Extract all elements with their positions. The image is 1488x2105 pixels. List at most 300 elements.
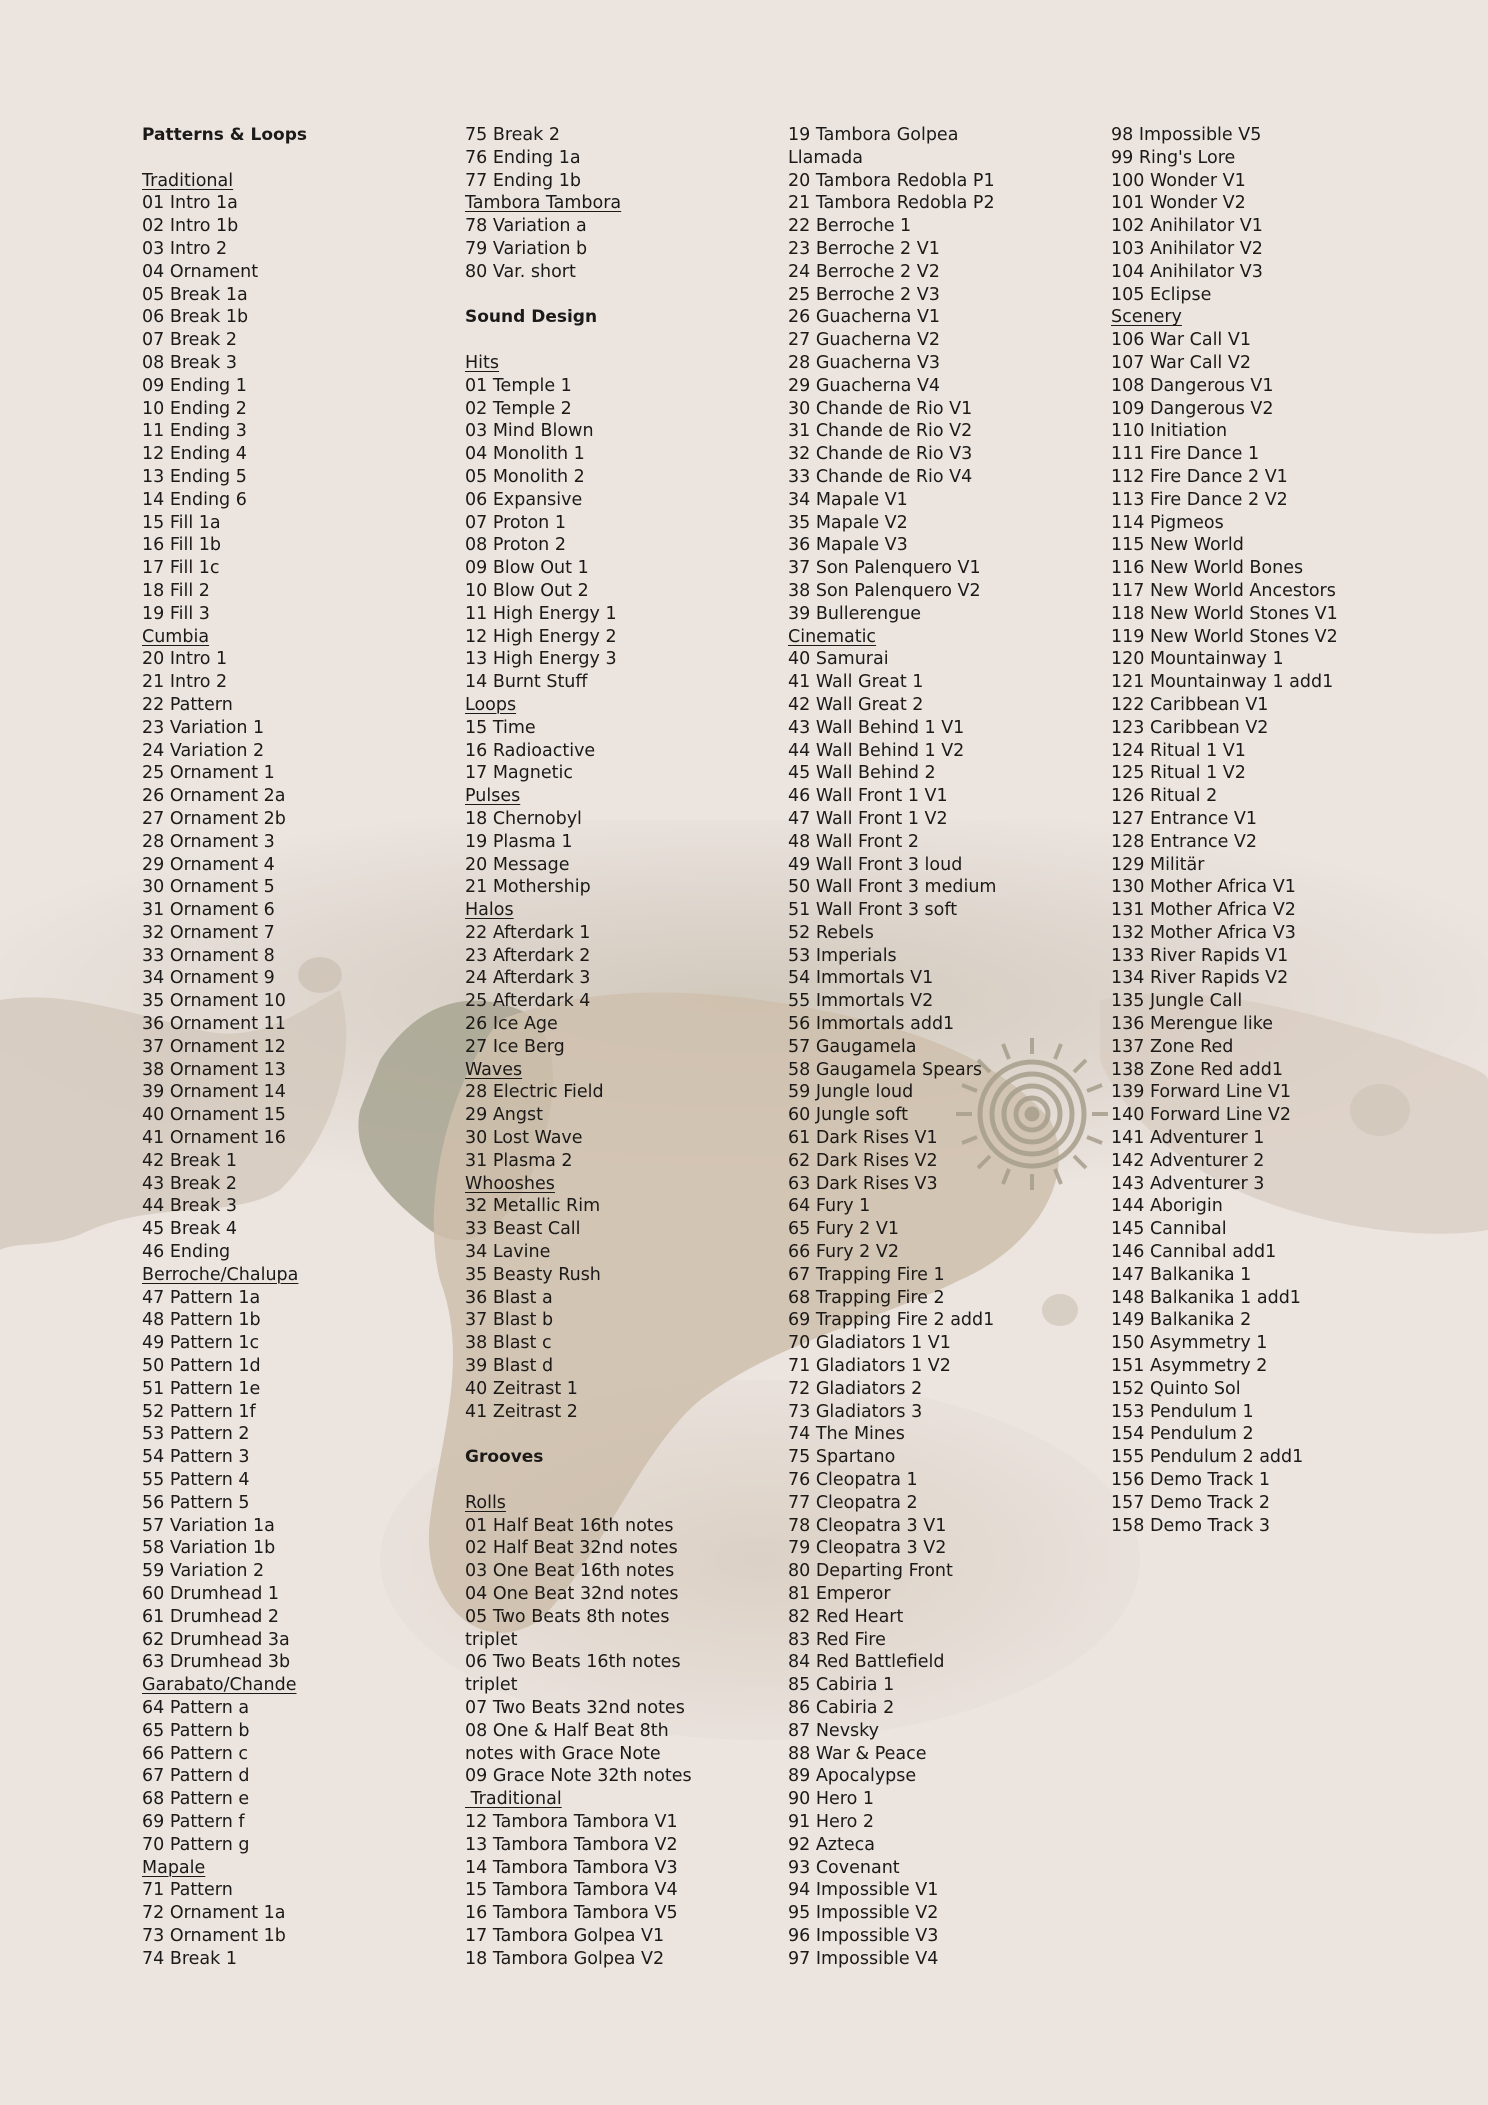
list-item: 62 Dark Rises V2 [788,1150,938,1171]
list-item: 61 Dark Rises V1 [788,1128,938,1149]
list-item: 75 Break 2 [465,125,560,145]
list-item: 06 Break 1b [142,307,249,328]
list-item: 56 Immortals add1 [788,1014,955,1035]
list-item: 46 Ending [142,1242,231,1263]
column-1 [142,124,462,1971]
list-item: 132 Mother Africa V3 [1111,922,1296,943]
list-item: 24 Variation 2 [142,740,265,761]
list-item: 100 Wonder V1 [1111,170,1246,191]
list-item: 36 Ornament 11 [142,1014,286,1035]
list-item: 95 Impossible V2 [788,1903,939,1924]
list-item: 08 Proton 2 [465,535,566,556]
list-item: 87 Nevsky [788,1720,880,1741]
list-item: 111 Fire Dance 1 [1111,444,1260,465]
list-item: 35 Mapale V2 [788,512,908,533]
list-item: 14 Burnt Stuff [465,672,588,693]
list-item: 64 Pattern a [142,1697,250,1718]
list-item: 66 Fury 2 V2 [788,1242,899,1263]
list-item: 45 Break 4 [142,1219,237,1240]
list-item: 118 New World Stones V1 [1111,603,1338,624]
list-item: 154 Pendulum 2 [1111,1424,1254,1445]
category-heading: Scenery [1111,307,1182,328]
list-item: 07 Proton 1 [465,512,566,533]
list-item: 113 Fire Dance 2 V2 [1111,489,1288,510]
list-item: 67 Pattern d [142,1766,250,1787]
list-item: 153 Pendulum 1 [1111,1401,1254,1422]
list-item: 103 Anihilator V2 [1111,238,1263,259]
list-item: Llamada [788,147,863,168]
list-item: 89 Apocalypse [788,1766,917,1787]
category-heading: Halos [465,900,514,921]
list-item: 152 Quinto Sol [1111,1378,1241,1399]
list-item: 110 Initiation [1111,421,1228,442]
list-item: 36 Blast a [465,1287,553,1308]
list-item: 74 The Mines [788,1424,905,1445]
list-item: 57 Gaugamela [788,1036,917,1057]
list-item: 60 Drumhead 1 [142,1584,280,1604]
list-item: 23 Afterdark 2 [465,945,591,966]
list-item: 38 Son Palenquero V2 [788,580,981,601]
list-item: 08 Break 3 [142,352,237,373]
list-item: 31 Chande de Rio V2 [788,421,973,442]
list-item: 81 Emperor [788,1584,891,1604]
list-item: 19 Tambora Golpea [788,125,959,145]
list-item: 27 Ice Berg [465,1036,565,1057]
list-item: 33 Chande de Rio V4 [788,466,973,487]
list-item: 29 Ornament 4 [142,854,275,875]
list-item: 64 Fury 1 [788,1196,871,1217]
list-item: 104 Anihilator V3 [1111,261,1263,282]
column-2 [465,124,785,1971]
list-item: 43 Wall Behind 1 V1 [788,717,965,738]
list-item: 49 Pattern 1c [142,1333,260,1354]
list-item: 140 Forward Line V2 [1111,1105,1292,1126]
list-item: 70 Gladiators 1 V1 [788,1333,951,1354]
list-item: 93 Covenant [788,1857,900,1878]
list-item: 28 Ornament 3 [142,831,275,852]
list-item: 98 Impossible V5 [1111,125,1262,145]
list-item: 88 War & Peace [788,1743,927,1764]
list-item: 130 Mother Africa V1 [1111,877,1296,898]
list-item: 10 Ending 2 [142,398,247,419]
list-item: 34 Mapale V1 [788,489,908,510]
list-item: 02 Intro 1b [142,216,239,237]
list-item: 23 Variation 1 [142,717,265,738]
list-item: 42 Break 1 [142,1150,237,1171]
category-heading: Garabato/Chande [142,1675,297,1696]
list-item: 03 Intro 2 [142,238,228,259]
list-item: 149 Balkanika 2 [1111,1310,1252,1331]
list-item: 73 Ornament 1b [142,1925,286,1946]
list-item: 80 Var. short [465,261,576,282]
list-item: 78 Cleopatra 3 V1 [788,1515,947,1536]
list-item: 145 Cannibal [1111,1219,1227,1240]
list-item: 85 Cabiria 1 [788,1675,895,1696]
list-item: 50 Wall Front 3 medium [788,877,997,898]
list-item: 73 Gladiators 3 [788,1401,923,1422]
list-item: 121 Mountainway 1 add1 [1111,672,1334,693]
list-item: 76 Ending 1a [465,147,581,168]
list-item: 58 Gaugamela Spears [788,1059,983,1080]
list-item: 97 Impossible V4 [788,1948,939,1969]
list-item: 60 Jungle soft [788,1105,909,1126]
spacer [465,1423,785,1446]
list-item: 65 Fury 2 V1 [788,1219,899,1240]
list-item: 94 Impossible V1 [788,1880,939,1901]
list-item: 148 Balkanika 1 add1 [1111,1287,1301,1308]
list-item: 68 Trapping Fire 2 [788,1287,945,1308]
list-item: 42 Wall Great 2 [788,694,924,715]
list-item: 142 Adventurer 2 [1111,1150,1265,1171]
list-item: 02 Half Beat 32nd notes [465,1538,678,1559]
list-item: 15 Time [465,717,536,738]
list-item: 14 Ending 6 [142,489,247,510]
category-heading: Traditional [142,170,234,191]
list-item: 74 Break 1 [142,1948,237,1969]
section-heading: Patterns & Loops [142,125,308,145]
category-heading: Traditional [465,1789,562,1810]
list-item: 102 Anihilator V1 [1111,216,1263,237]
list-item: 29 Angst [465,1105,543,1126]
list-item: 91 Hero 2 [788,1811,874,1832]
list-item: 158 Demo Track 3 [1111,1515,1271,1536]
list-item: 101 Wonder V2 [1111,193,1246,214]
list-item: 17 Magnetic [465,763,573,784]
list-item: 79 Variation b [465,238,588,259]
list-item: 21 Intro 2 [142,672,228,693]
list-item: 141 Adventurer 1 [1111,1128,1265,1149]
list-item: 66 Pattern c [142,1743,248,1764]
list-item: 122 Caribbean V1 [1111,694,1269,715]
list-item: 31 Ornament 6 [142,900,275,921]
list-item: 12 High Energy 2 [465,626,617,647]
list-item: 131 Mother Africa V2 [1111,900,1296,921]
list-item: 46 Wall Front 1 V1 [788,786,948,807]
category-heading: Loops [465,694,517,715]
list-item: 39 Blast d [465,1356,554,1377]
list-item: 120 Mountainway 1 [1111,649,1284,670]
list-item: 72 Gladiators 2 [788,1378,923,1399]
category-heading: Pulses [465,786,521,807]
list-item: 41 Zeitrast 2 [465,1401,578,1422]
list-item: 24 Berroche 2 V2 [788,261,940,282]
list-item: 30 Ornament 5 [142,877,275,898]
list-item: 06 Expansive [465,489,583,510]
column-3 [788,124,1108,1971]
list-item: triplet [465,1629,518,1650]
list-item: 105 Eclipse [1111,284,1212,305]
category-heading: Hits [465,352,500,373]
list-item: 50 Pattern 1d [142,1356,261,1377]
list-item: 20 Tambora Redobla P1 [788,170,995,191]
list-item: 44 Wall Behind 1 V2 [788,740,965,761]
list-item: 99 Ring's Lore [1111,147,1236,168]
list-item: 106 War Call V1 [1111,330,1251,351]
list-item: 03 Mind Blown [465,421,594,442]
list-item: 59 Variation 2 [142,1561,265,1582]
list-item: 32 Chande de Rio V3 [788,444,973,465]
list-item: 128 Entrance V2 [1111,831,1258,852]
list-item: 21 Tambora Redobla P2 [788,193,995,214]
list-item: 127 Entrance V1 [1111,808,1258,829]
list-item: 27 Guacherna V2 [788,330,941,351]
list-item: 13 Ending 5 [142,466,247,487]
list-item: 65 Pattern b [142,1720,250,1741]
list-item: 22 Berroche 1 [788,216,912,237]
list-item: 25 Ornament 1 [142,763,275,784]
list-item: 33 Ornament 8 [142,945,275,966]
list-item: 54 Immortals V1 [788,968,934,989]
list-item: 112 Fire Dance 2 V1 [1111,466,1288,487]
list-item: 57 Variation 1a [142,1515,275,1536]
list-item: 15 Fill 1a [142,512,221,533]
list-item: 69 Trapping Fire 2 add1 [788,1310,995,1331]
category-heading: Mapale [142,1857,206,1878]
list-item: 70 Pattern g [142,1834,250,1855]
list-item: 63 Dark Rises V3 [788,1173,938,1194]
list-item: 12 Tambora Tambora V1 [465,1811,678,1832]
list-item: 24 Afterdark 3 [465,968,591,989]
list-item: 17 Fill 1c [142,558,220,579]
list-item: 137 Zone Red [1111,1036,1234,1057]
list-item: 26 Guacherna V1 [788,307,941,328]
list-item: 75 Spartano [788,1447,896,1468]
list-item: 41 Ornament 16 [142,1128,286,1149]
list-item: 63 Drumhead 3b [142,1652,291,1673]
list-item: 07 Two Beats 32nd notes [465,1697,685,1718]
list-item: 34 Lavine [465,1242,551,1263]
spacer [142,147,462,170]
list-item: 133 River Rapids V1 [1111,945,1289,966]
list-item: 17 Tambora Golpea V1 [465,1925,665,1946]
category-heading: Cumbia [142,626,210,647]
list-item: 19 Fill 3 [142,603,210,624]
list-item: 77 Cleopatra 2 [788,1492,918,1513]
category-heading: Rolls [465,1492,506,1513]
list-item: 06 Two Beats 16th notes [465,1652,681,1673]
list-item: 72 Ornament 1a [142,1903,286,1924]
list-item: 09 Blow Out 1 [465,558,589,579]
list-item: 146 Cannibal add1 [1111,1242,1277,1263]
list-item: 39 Bullerengue [788,603,922,624]
list-item: 45 Wall Behind 2 [788,763,936,784]
list-item: 124 Ritual 1 V1 [1111,740,1246,761]
list-item: 08 One & Half Beat 8th [465,1720,669,1741]
list-item: 11 Ending 3 [142,421,247,442]
list-item: 96 Impossible V3 [788,1925,939,1946]
list-item: 16 Radioactive [465,740,596,761]
list-item: 144 Aborigin [1111,1196,1223,1217]
list-item: 16 Tambora Tambora V5 [465,1903,678,1924]
list-item: 76 Cleopatra 1 [788,1470,918,1491]
category-heading: Waves [465,1059,523,1080]
list-item: 48 Wall Front 2 [788,831,919,852]
list-item: 03 One Beat 16th notes [465,1561,675,1582]
list-item: 67 Trapping Fire 1 [788,1264,945,1285]
list-item: 59 Jungle loud [788,1082,914,1103]
list-item: 01 Temple 1 [465,375,572,396]
list-item: 10 Blow Out 2 [465,580,589,601]
list-item: 129 Militär [1111,854,1205,875]
list-item: triplet [465,1675,518,1696]
list-item: 35 Beasty Rush [465,1264,601,1285]
list-item: 126 Ritual 2 [1111,786,1218,807]
category-heading: Tambora Tambora [465,193,622,214]
list-item: 14 Tambora Tambora V3 [465,1857,678,1878]
list-item: 23 Berroche 2 V1 [788,238,940,259]
list-item: 56 Pattern 5 [142,1492,250,1513]
category-heading: Whooshes [465,1173,555,1194]
list-item: 07 Break 2 [142,330,237,351]
list-item: 143 Adventurer 3 [1111,1173,1265,1194]
category-heading: Berroche/Chalupa [142,1264,299,1285]
list-item: 41 Wall Great 1 [788,672,924,693]
list-item: 86 Cabiria 2 [788,1697,895,1718]
list-item: 62 Drumhead 3a [142,1629,290,1650]
list-item: 36 Mapale V3 [788,535,908,556]
list-item: 77 Ending 1b [465,170,581,191]
list-item: 136 Merengue like [1111,1014,1274,1035]
spacer [465,284,785,307]
list-item: 156 Demo Track 1 [1111,1470,1271,1491]
list-item: 55 Immortals V2 [788,991,934,1012]
list-item: 117 New World Ancestors [1111,580,1336,601]
list-item: 139 Forward Line V1 [1111,1082,1292,1103]
list-item: 18 Tambora Golpea V2 [465,1948,665,1969]
list-item: 68 Pattern e [142,1789,250,1810]
list-item: 35 Ornament 10 [142,991,286,1012]
list-item: 125 Ritual 1 V2 [1111,763,1246,784]
list-item: 16 Fill 1b [142,535,222,556]
list-item: 37 Ornament 12 [142,1036,286,1057]
list-item: 19 Plasma 1 [465,831,573,852]
spacer [465,1469,785,1492]
list-item: 18 Chernobyl [465,808,582,829]
list-item: 20 Message [465,854,570,875]
list-item: 79 Cleopatra 3 V2 [788,1538,947,1559]
list-item: 30 Lost Wave [465,1128,583,1149]
list-item: 82 Red Heart [788,1606,904,1627]
list-item: 37 Son Palenquero V1 [788,558,981,579]
list-item: 119 New World Stones V2 [1111,626,1338,647]
spacer [465,329,785,352]
list-item: 44 Break 3 [142,1196,237,1217]
list-item: 54 Pattern 3 [142,1447,250,1468]
list-item: 84 Red Battlefield [788,1652,945,1673]
list-item: 32 Ornament 7 [142,922,275,943]
list-item: 107 War Call V2 [1111,352,1251,373]
list-item: 25 Berroche 2 V3 [788,284,940,305]
list-item: 04 Ornament [142,261,259,282]
list-item: 01 Half Beat 16th notes [465,1515,674,1536]
list-item: 21 Mothership [465,877,591,898]
list-item: 33 Beast Call [465,1219,581,1240]
list-item: 27 Ornament 2b [142,808,286,829]
list-item: 38 Ornament 13 [142,1059,286,1080]
list-item: 30 Chande de Rio V1 [788,398,973,419]
list-item: 116 New World Bones [1111,558,1304,579]
list-item: 108 Dangerous V1 [1111,375,1274,396]
list-item: 92 Azteca [788,1834,875,1855]
list-item: 155 Pendulum 2 add1 [1111,1447,1304,1468]
list-item: notes with Grace Note [465,1743,661,1764]
list-item: 109 Dangerous V2 [1111,398,1274,419]
list-item: 114 Pigmeos [1111,512,1224,533]
list-item: 150 Asymmetry 1 [1111,1333,1268,1354]
list-item: 15 Tambora Tambora V4 [465,1880,678,1901]
column-4 [1111,124,1431,1537]
list-item: 29 Guacherna V4 [788,375,941,396]
list-item: 32 Metallic Rim [465,1196,601,1217]
list-item: 39 Ornament 14 [142,1082,286,1103]
list-item: 02 Temple 2 [465,398,572,419]
list-item: 12 Ending 4 [142,444,247,465]
list-item: 09 Grace Note 32th notes [465,1766,692,1787]
list-item: 37 Blast b [465,1310,554,1331]
list-item: 138 Zone Red add1 [1111,1059,1283,1080]
list-item: 123 Caribbean V2 [1111,717,1269,738]
list-item: 52 Rebels [788,922,874,943]
section-heading: Sound Design [465,307,598,328]
list-item: 80 Departing Front [788,1561,953,1582]
list-item: 53 Pattern 2 [142,1424,250,1445]
list-item: 13 High Energy 3 [465,649,617,670]
list-item: 40 Zeitrast 1 [465,1378,578,1399]
list-item: 04 Monolith 1 [465,444,585,465]
section-heading: Grooves [465,1447,544,1468]
list-item: 61 Drumhead 2 [142,1606,280,1627]
list-item: 55 Pattern 4 [142,1470,250,1491]
list-item: 09 Ending 1 [142,375,247,396]
list-item: 13 Tambora Tambora V2 [465,1834,678,1855]
list-item: 58 Variation 1b [142,1538,276,1559]
list-item: 49 Wall Front 3 loud [788,854,963,875]
list-item: 22 Afterdark 1 [465,922,591,943]
list-item: 48 Pattern 1b [142,1310,261,1331]
list-item: 78 Variation a [465,216,587,237]
list-item: 04 One Beat 32nd notes [465,1584,679,1604]
list-item: 134 River Rapids V2 [1111,968,1289,989]
list-item: 22 Pattern [142,694,233,715]
list-item: 51 Wall Front 3 soft [788,900,958,921]
list-item: 26 Ice Age [465,1014,558,1035]
list-item: 01 Intro 1a [142,193,238,214]
list-item: 28 Electric Field [465,1082,604,1103]
list-item: 135 Jungle Call [1111,991,1243,1012]
list-item: 31 Plasma 2 [465,1150,573,1171]
list-item: 151 Asymmetry 2 [1111,1356,1268,1377]
list-item: 47 Wall Front 1 V2 [788,808,948,829]
list-item: 69 Pattern f [142,1811,245,1832]
list-item: 53 Imperials [788,945,897,966]
category-heading: Cinematic [788,626,877,647]
list-item: 11 High Energy 1 [465,603,617,624]
list-item: 38 Blast c [465,1333,552,1354]
list-item: 40 Ornament 15 [142,1105,286,1126]
list-item: 43 Break 2 [142,1173,237,1194]
list-item: 115 New World [1111,535,1244,556]
list-item: 51 Pattern 1e [142,1378,261,1399]
list-item: 147 Balkanika 1 [1111,1264,1252,1285]
list-item: 71 Gladiators 1 V2 [788,1356,951,1377]
list-item: 90 Hero 1 [788,1789,874,1810]
list-item: 157 Demo Track 2 [1111,1492,1271,1513]
list-item: 52 Pattern 1f [142,1401,256,1422]
list-item: 20 Intro 1 [142,649,228,670]
list-item: 40 Samurai [788,649,889,670]
list-item: 25 Afterdark 4 [465,991,591,1012]
list-item: 05 Break 1a [142,284,248,305]
